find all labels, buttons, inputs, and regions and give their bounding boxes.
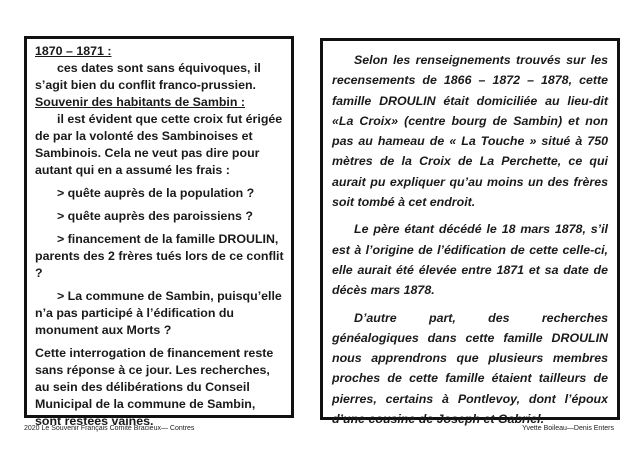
footer-credit-left: 2020 Le Souvenir Français Comité Bracieux— Contres xyxy=(24,425,195,432)
memory-text: il est évident que cette croix fut érigée de par la volonté des Sambinoises et Sambinois. Cela ne veut pas dire pour autant qui en a assumé les frais : xyxy=(35,112,283,177)
genealogy-paragraph: D’autre part, des recherches généalogiques dans cette famille DROULIN nous apprendrons que plusieurs membres proches de cette famille étaient tailleurs de pierres, certains à Pontlevoy, dont l’époux d’une cousine de Joseph et Gabriel. xyxy=(332,310,608,427)
dates-text: ces dates sont sans équivoques, il s’agit bien du conflit franco-prussien. xyxy=(35,61,261,92)
left-text-panel xyxy=(24,36,294,428)
question-item: > financement de la famille DROULIN, parents des 2 frères tués lors de ce conflit ? xyxy=(35,232,284,280)
question-item: > La commune de Sambin, puisqu’elle n’a pas participé à l’édification du monument aux Morts ? xyxy=(35,289,282,337)
right-text-panel xyxy=(320,38,620,427)
footer-credit-right: Yvette Boileau—Denis Enters xyxy=(522,425,614,432)
conclusion-text: Cette interrogation de financement reste sans réponse à ce jour. Les recherches, au sein des délibérations du Conseil Municipal de la commune de Sambin, sont restées vaines. xyxy=(35,346,274,428)
census-paragraph: Selon les renseignements trouvés sur les recensements de 1866 – 1872 – 1878, cette famille DROULIN était domiciliée au lieu-dit «La Croix» (centre bourg de Sambin) et non pas au hameau de « La Touche » situé à 750 mètres de la Croix de La Perchette, ce qui aurait pu expliquer qu’au moins un des frères soit tombé à cet endroit. xyxy=(332,53,608,210)
memory-heading: Souvenir des habitants de Sambin : xyxy=(35,95,245,109)
question-item: > quête auprès de la population ? xyxy=(57,186,255,200)
question-item: > quête auprès des paroissiens ? xyxy=(57,209,253,223)
dates-heading: 1870 – 1871 : xyxy=(35,44,112,58)
father-paragraph: Le père étant décédé le 18 mars 1878, s’il est à l’origine de l’édification de cette celle-ci, elle aurait été élevée entre 1871 et sa date de décès mars 1878. xyxy=(332,222,608,298)
